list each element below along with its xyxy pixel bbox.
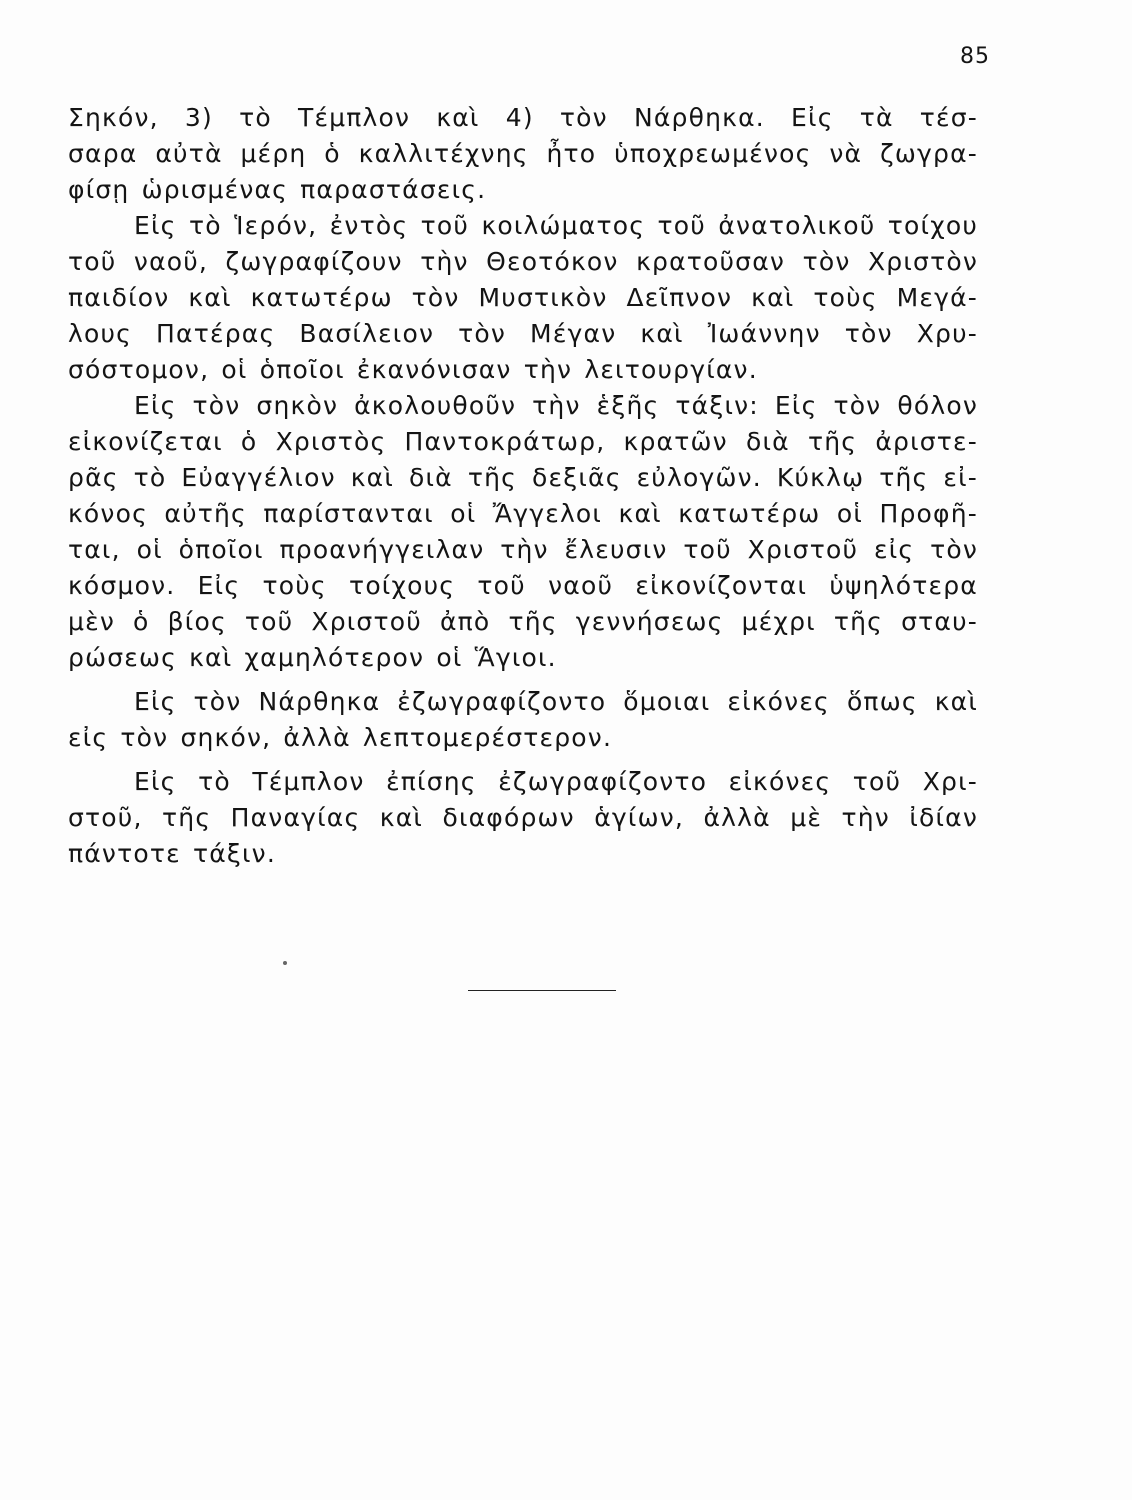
text-line: πάντοτε τάξιν.: [68, 839, 276, 868]
paragraph-5: [68, 764, 978, 872]
text-line: φίσῃ ὡρισμένας παραστάσεις.: [68, 175, 487, 204]
text-line: Εἰς τὸν Νάρθηκα ἐζωγραφίζοντο ὅμοιαι εἰκόνες ὅπως καὶ: [134, 687, 978, 716]
page-number: 85: [960, 44, 990, 69]
paragraph-1: [68, 100, 978, 208]
text-line: Εἰς τὸ Ἱερόν, ἐντὸς τοῦ κοιλώματος τοῦ ἀνατολικοῦ τοίχου: [134, 211, 978, 240]
text-line: λους Πατέρας Βασίλειον τὸν Μέγαν καὶ Ἰωάννην τὸν Χρυ-: [68, 319, 978, 348]
text-line: παιδίον καὶ κατωτέρω τὸν Μυστικὸν Δεῖπνον καὶ τοὺς Μεγά-: [68, 283, 978, 312]
text-line: κόνος αὐτῆς παρίστανται οἱ Ἄγγελοι καὶ κατωτέρω οἱ Προφῆ-: [68, 499, 978, 528]
text-line: εἰς τὸν σηκόν, ἀλλὰ λεπτομερέστερον.: [68, 723, 613, 752]
text-line: κόσμον. Εἰς τοὺς τοίχους τοῦ ναοῦ εἰκονίζονται ὑψηλότερα: [68, 571, 978, 600]
text-line: Εἰς τὸν σηκὸν ἀκολουθοῦν τὴν ἑξῆς τάξιν: Εἰς τὸν θόλον: [134, 391, 978, 420]
text-line: Εἰς τὸ Τέμπλον ἐπίσης ἐζωγραφίζοντο εἰκόνες τοῦ Χρι-: [134, 767, 978, 796]
text-line: ται, οἱ ὁποῖοι προανήγγειλαν τὴν ἔλευσιν τοῦ Χριστοῦ εἰς τὸν: [68, 535, 978, 564]
text-line: εἰκονίζεται ὁ Χριστὸς Παντοκράτωρ, κρατῶν διὰ τῆς ἀριστε-: [68, 427, 978, 456]
text-line: τοῦ ναοῦ, ζωγραφίζουν τὴν Θεοτόκον κρατοῦσαν τὸν Χριστὸν: [68, 247, 978, 276]
text-line: σαρα αὐτὰ μέρη ὁ καλλιτέχνης ἦτο ὑποχρεωμένος νὰ ζωγρα-: [68, 139, 978, 168]
section-separator-rule: [468, 990, 616, 991]
paragraph-3: [68, 388, 978, 676]
text-line: μὲν ὁ βίος τοῦ Χριστοῦ ἀπὸ τῆς γεννήσεως μέχρι τῆς σταυ-: [68, 607, 978, 636]
paragraph-2: [68, 208, 978, 388]
text-line: Σηκόν, 3) τὸ Τέμπλον καὶ 4) τὸν Νάρθηκα. Εἰς τὰ τέσ-: [68, 103, 978, 132]
paragraph-4: [68, 684, 978, 756]
ink-speck: [283, 961, 287, 965]
body-text: [68, 100, 978, 872]
text-line: ρώσεως καὶ χαμηλότερον οἱ Ἅγιοι.: [68, 643, 557, 672]
text-line: στοῦ, τῆς Παναγίας καὶ διαφόρων ἁγίων, ἀλλὰ μὲ τὴν ἰδίαν: [68, 803, 978, 832]
text-line: ρᾶς τὸ Εὐαγγέλιον καὶ διὰ τῆς δεξιᾶς εὐλογῶν. Κύκλῳ τῆς εἰ-: [68, 463, 978, 492]
text-line: σόστομον, οἱ ὁποῖοι ἐκανόνισαν τὴν λειτουργίαν.: [68, 355, 758, 384]
